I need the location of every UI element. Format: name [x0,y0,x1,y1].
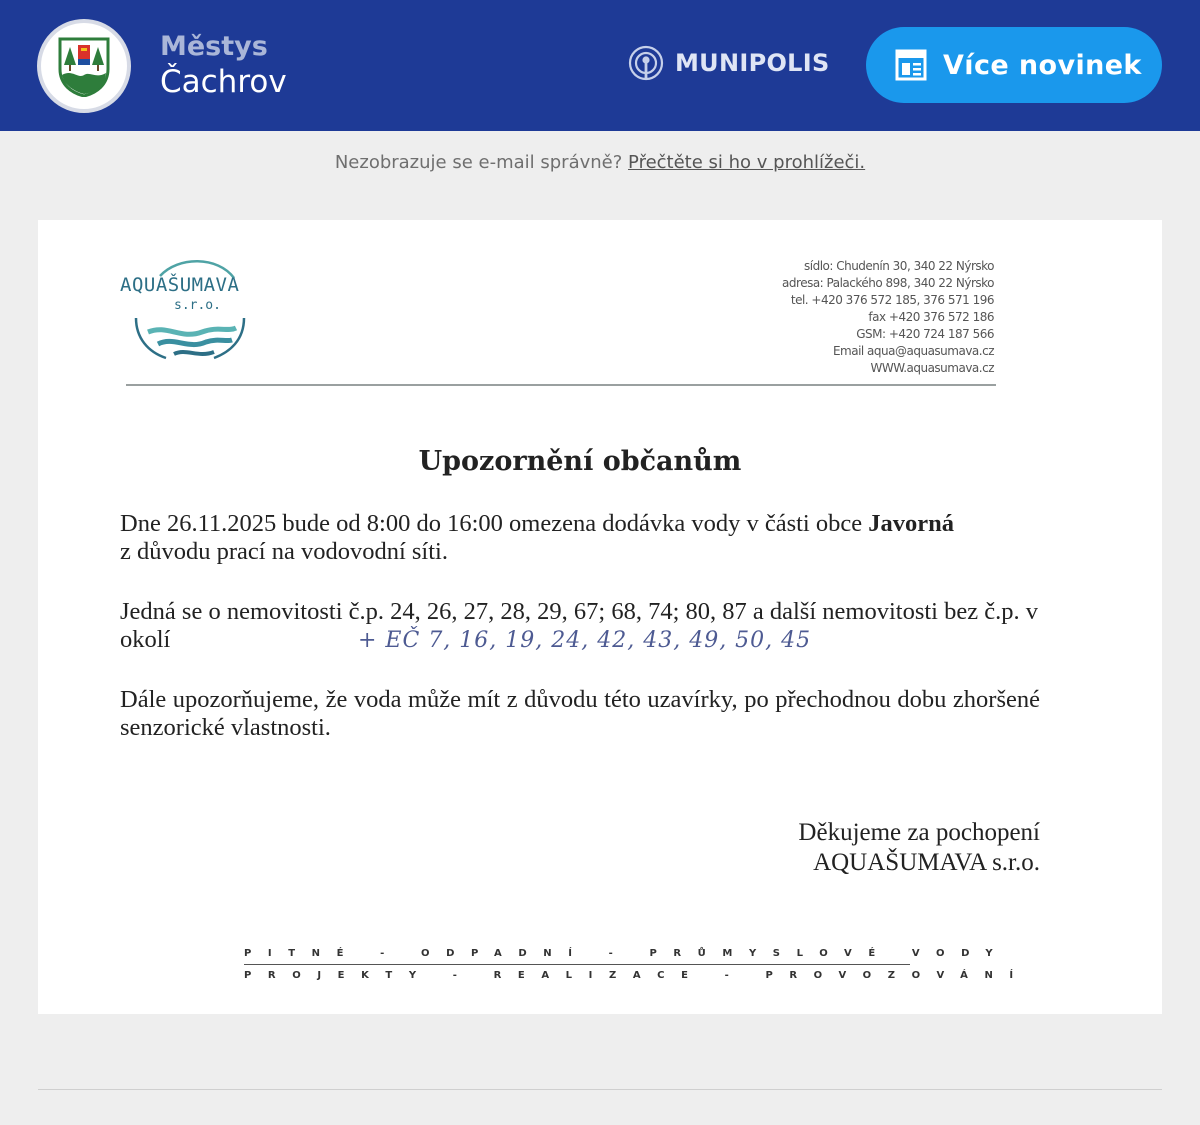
footer-divider [244,964,910,965]
contact-line: sídlo: Chudenín 30, 340 22 Nýrsko [803,259,994,273]
town-name-prefix: Městys [160,31,268,62]
munipolis-label: MUNIPOLIS [675,49,830,77]
munipolis-brand[interactable] [627,44,830,82]
notice-text: Nezobrazuje se e-mail správně? [334,152,623,173]
town-coat-of-arms[interactable] [37,19,131,113]
browser-view-notice [0,152,1200,173]
aquasumava-logo [118,248,268,364]
contact-line: tel. +420 376 572 185, 376 571 196 [790,293,994,307]
company-signature: AQUAŠUMAVA s.r.o. [813,849,1040,876]
logo-text: AQUAŠUMAVA [120,274,240,296]
outage-reason: z důvodu prací na vodovodní síti. [120,538,448,565]
paragraph-outage [120,510,1040,566]
letter-footer-services: PITNÉ - ODPADNÍ - PRŮMYSLOVÉ VODY [244,948,1010,959]
town-name: Čachrov [160,64,287,100]
contact-line: Email aqua@aquasumava.cz [832,344,994,358]
more-news-button[interactable] [866,27,1162,103]
thanks-line: Děkujeme za pochopení [798,819,1040,846]
page-divider [38,1089,1162,1090]
location-name: Javorná [868,510,954,537]
newspaper-icon [895,49,927,81]
more-news-label: Více novinek [943,49,1142,81]
contact-line: GSM: +420 724 187 566 [856,327,994,341]
contact-line: adresa: Palackého 898, 340 22 Nýrsko [782,276,994,290]
letter-signoff [798,818,1040,878]
paragraph-properties: Jedná se o nemovitosti č.p. 24, 26, 27, 28, 29, 67; 68, 74; 80, 87 a další nemovitosti bez č.p. v okolí [120,598,1038,653]
outage-text: Dne 26.11.2025 bude od 8:00 do 16:00 omezena dodávka vody v části obce [120,510,869,537]
letterhead-divider [126,384,996,386]
logo-subtext: s.r.o. [174,298,221,313]
company-contact [782,258,994,377]
contact-line: fax +420 376 572 186 [868,310,994,324]
view-in-browser-link[interactable]: Přečtěte si ho v prohlížeči. [628,152,866,173]
broadcast-icon [627,44,665,82]
paragraph-quality-warning: Dále upozorňujeme, že voda může mít z důvodu této uzavírky, po přechodnou dobu zhoršené senzorické vlastnosti. [120,686,1040,741]
letter-title: Upozornění občanům [418,446,742,477]
email-header [0,0,1200,131]
letter-footer-activities: PROJEKTY - REALIZACE - PROVOZOVÁNÍ [244,970,1030,981]
handwritten-note: + EČ 7, 16, 19, 24, 42, 43, 49, 50, 45 [358,628,812,653]
letter-image [38,220,1162,1014]
coat-of-arms-icon [56,35,112,97]
contact-line: WWW.aquasumava.cz [870,361,994,375]
